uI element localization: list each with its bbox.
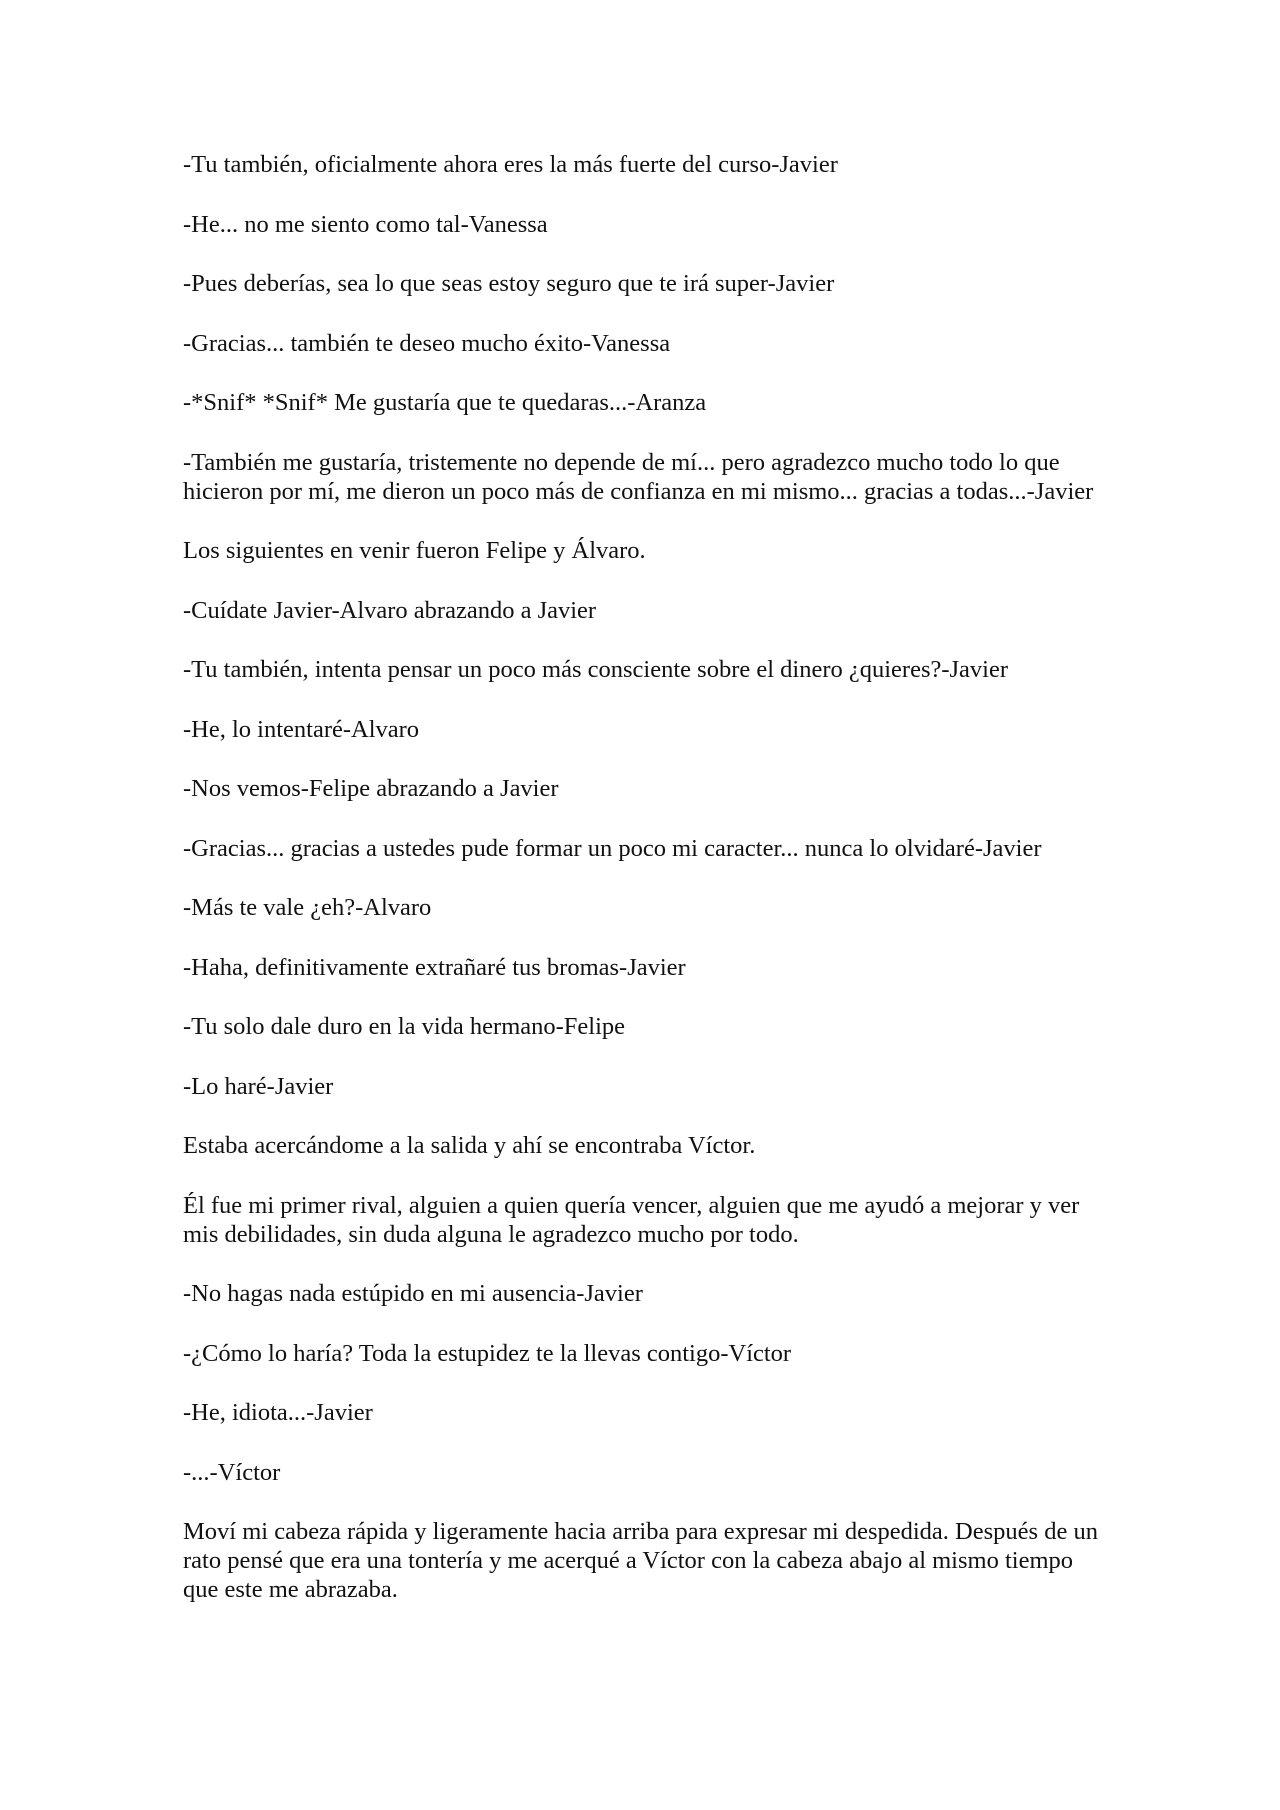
paragraph: -He... no me siento como tal-Vanessa xyxy=(183,210,548,238)
paragraph: -Tu también, oficialmente ahora eres la más fuerte del curso-Javier xyxy=(183,151,838,178)
paragraph: -Gracias... gracias a ustedes pude formar un poco mi caracter... nunca lo olvidaré-Javier xyxy=(183,834,1042,862)
paragraph: -Tu solo dale duro en la vida hermano-Felipe xyxy=(183,1013,626,1040)
paragraph: -¿Cómo lo haría? Toda la estupidez te la llevas contigo-Víctor xyxy=(183,1339,792,1367)
paragraph: Él fue mi primer rival, alguien a quien quería vencer, alguien que me ayudó a mejorar y ver mis debilidades, sin duda alguna le agradezco mucho por todo. xyxy=(183,1191,1080,1248)
paragraph: -Más te vale ¿eh?-Alvaro xyxy=(183,894,432,921)
paragraph: -Cuídate Javier-Alvaro abrazando a Javier xyxy=(183,596,597,624)
paragraph: -Gracias... también te deseo mucho éxito-Vanessa xyxy=(183,329,671,357)
paragraph: -Tu también, intenta pensar un poco más consciente sobre el dinero ¿quieres?-Javier xyxy=(183,656,1009,683)
paragraph: Estaba acercándome a la salida y ahí se encontraba Víctor. xyxy=(183,1132,756,1159)
paragraph: -He, lo intentaré-Alvaro xyxy=(183,715,420,743)
paragraph: -Haha, definitivamente extrañaré tus bromas-Javier xyxy=(183,953,686,981)
paragraph: Los siguientes en venir fueron Felipe y Álvaro. xyxy=(183,537,646,564)
document-page xyxy=(183,150,1103,1635)
paragraph: -También me gustaría, tristemente no depende de mí... pero agradezco mucho todo lo que hicieron por mí, me dieron un poco más de confianza en mi mismo... gracias a todas...-Javier xyxy=(183,448,1094,505)
paragraph: -*Snif* *Snif* Me gustaría que te quedaras...-Aranza xyxy=(183,389,707,416)
paragraph: -Nos vemos-Felipe abrazando a Javier xyxy=(183,775,559,802)
paragraph: -Lo haré-Javier xyxy=(183,1072,334,1100)
paragraph: -He, idiota...-Javier xyxy=(183,1399,373,1426)
paragraph: -No hagas nada estúpido en mi ausencia-Javier xyxy=(183,1280,643,1307)
paragraph: -...-Víctor xyxy=(183,1458,281,1486)
paragraph: Moví mi cabeza rápida y ligeramente hacia arriba para expresar mi despedida. Después de un rato pensé que era una tontería y me acerqué a Víctor con la cabeza abajo al mismo tiempo que este me abrazaba. xyxy=(183,1518,1098,1603)
paragraph: -Pues deberías, sea lo que seas estoy seguro que te irá super-Javier xyxy=(183,270,835,297)
